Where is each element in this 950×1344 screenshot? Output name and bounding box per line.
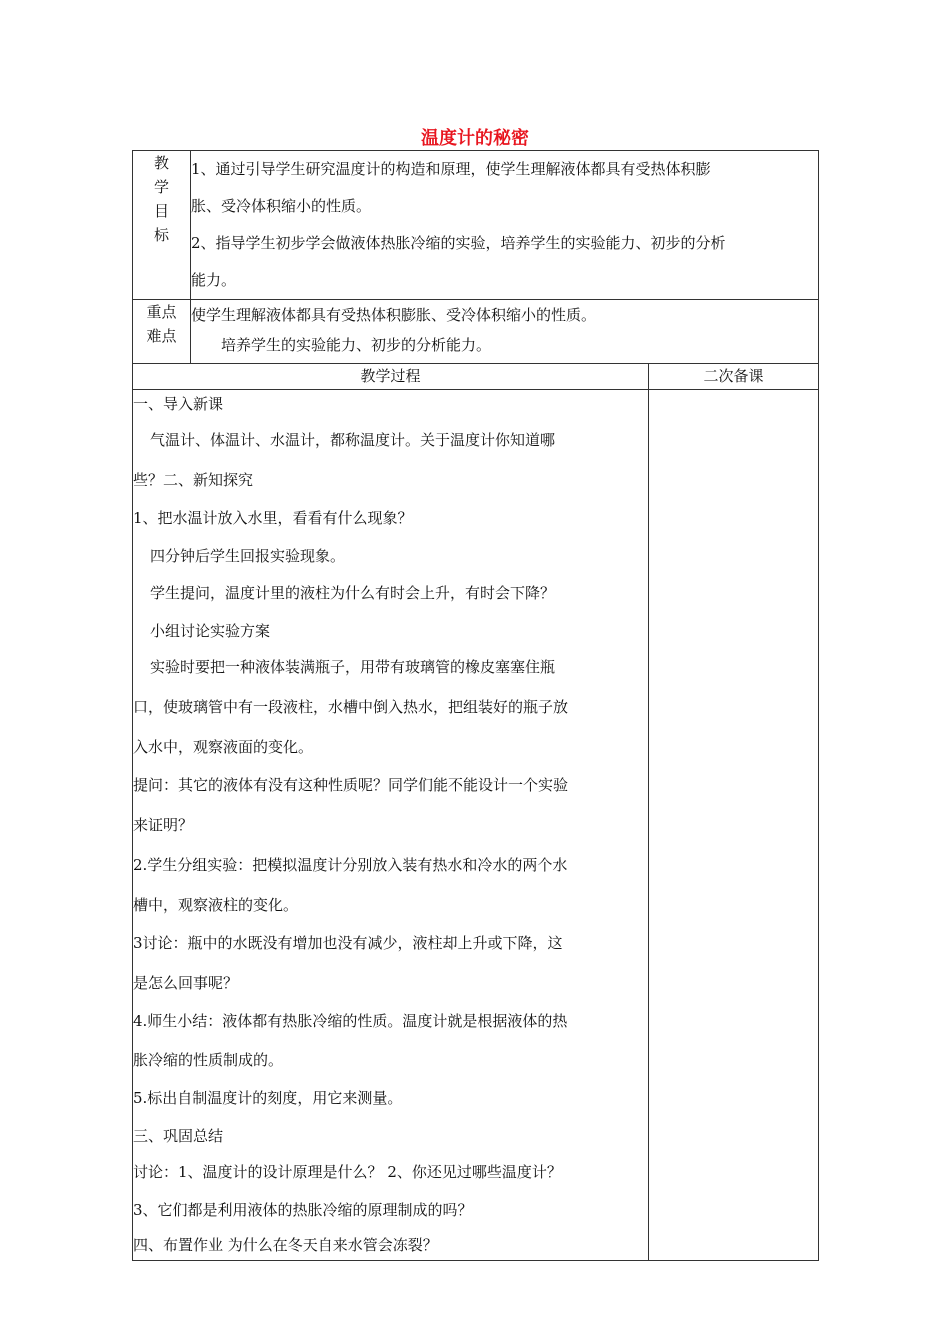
process-header-row [133,364,819,390]
objectives-label-char: 标 [153,226,169,244]
process-line: 2.学生分组实验：把模拟温度计分别放入装有热水和冷水的两个水 [133,855,568,874]
key-points-content [191,300,819,364]
process-line: 胀冷缩的性质制成的。 [133,1051,284,1070]
process-line: 四分钟后学生回报实验现象。 [150,546,346,565]
lesson-plan-table [132,150,819,1261]
objectives-line: 能力。 [191,271,237,289]
objectives-line: 2、指导学生初步学会做液体热胀冷缩的实验，培养学生的实验能力、初步的分析 [191,234,726,252]
process-line: 四、布置作业 为什么在冬天自来水管会冻裂？ [133,1235,438,1254]
process-row [133,390,819,1261]
objectives-label-char: 教 [153,154,169,172]
objectives-row [133,151,819,300]
objectives-label [133,151,191,300]
key-points-label-text: 难点 [146,327,177,345]
process-line: 1、把水温计放入水里，看看有什么现象？ [133,508,413,527]
process-line: 学生提问，温度计里的液柱为什么有时会上升，有时会下降？ [150,584,556,603]
process-line: 5.标出自制温度计的刻度，用它来测量。 [133,1089,403,1108]
process-line: 口，使玻璃管中有一段液柱，水槽中倒入热水，把组装好的瓶子放 [133,697,569,716]
process-line: 小组讨论实验方案 [150,622,271,641]
process-line: 气温计、体温计、水温计，都称温度计。关于温度计你知道哪 [150,431,556,449]
objectives-line: 胀、受冷体积缩小的性质。 [191,197,372,215]
second-prep-header: 二次备课 [649,364,819,390]
process-line: 一、导入新课 [133,395,224,413]
second-prep-content [649,390,819,1261]
process-line: 讨论：1、温度计的设计原理是什么？ 2、你还见过哪些温度计？ [133,1163,562,1182]
process-line: 槽中，观察液柱的变化。 [133,895,299,914]
key-point-line: 使学生理解液体都具有受热体积膨胀、受冷体积缩小的性质。 [191,306,597,324]
process-line: 来证明？ [133,815,194,834]
objectives-label-char: 学 [153,178,169,196]
process-header: 教学过程 [133,364,649,390]
process-line: 3、它们都是利用液体的热胀冷缩的原理制成的吗？ [133,1200,473,1219]
process-line: 4.师生小结：液体都有热胀冷缩的性质。温度计就是根据液体的热 [133,1011,568,1030]
process-content [133,390,649,1261]
process-line: 入水中，观察液面的变化。 [133,737,314,756]
process-line: 三、巩固总结 [133,1127,224,1146]
objectives-label-char: 目 [153,202,169,220]
process-line: 提问：其它的液体有没有这种性质呢？同学们能不能设计一个实验 [133,775,569,794]
key-points-row [133,300,819,364]
page-title: 温度计的秘密 [421,128,529,149]
key-point-line: 培养学生的实验能力、初步的分析能力。 [221,336,492,354]
process-line: 些？二、新知探究 [133,471,254,489]
key-points-label-text: 重点 [146,303,177,321]
process-line: 3讨论：瓶中的水既没有增加也没有减少，液柱却上升或下降，这 [133,933,563,952]
objectives-line: 1、通过引导学生研究温度计的构造和原理，使学生理解液体都具有受热体积膨 [191,160,711,178]
process-line: 实验时要把一种液体装满瓶子，用带有玻璃管的橡皮塞塞住瓶 [150,658,556,677]
process-line: 是怎么回事呢？ [133,973,239,992]
objectives-content [191,151,819,300]
key-points-label [133,300,191,364]
